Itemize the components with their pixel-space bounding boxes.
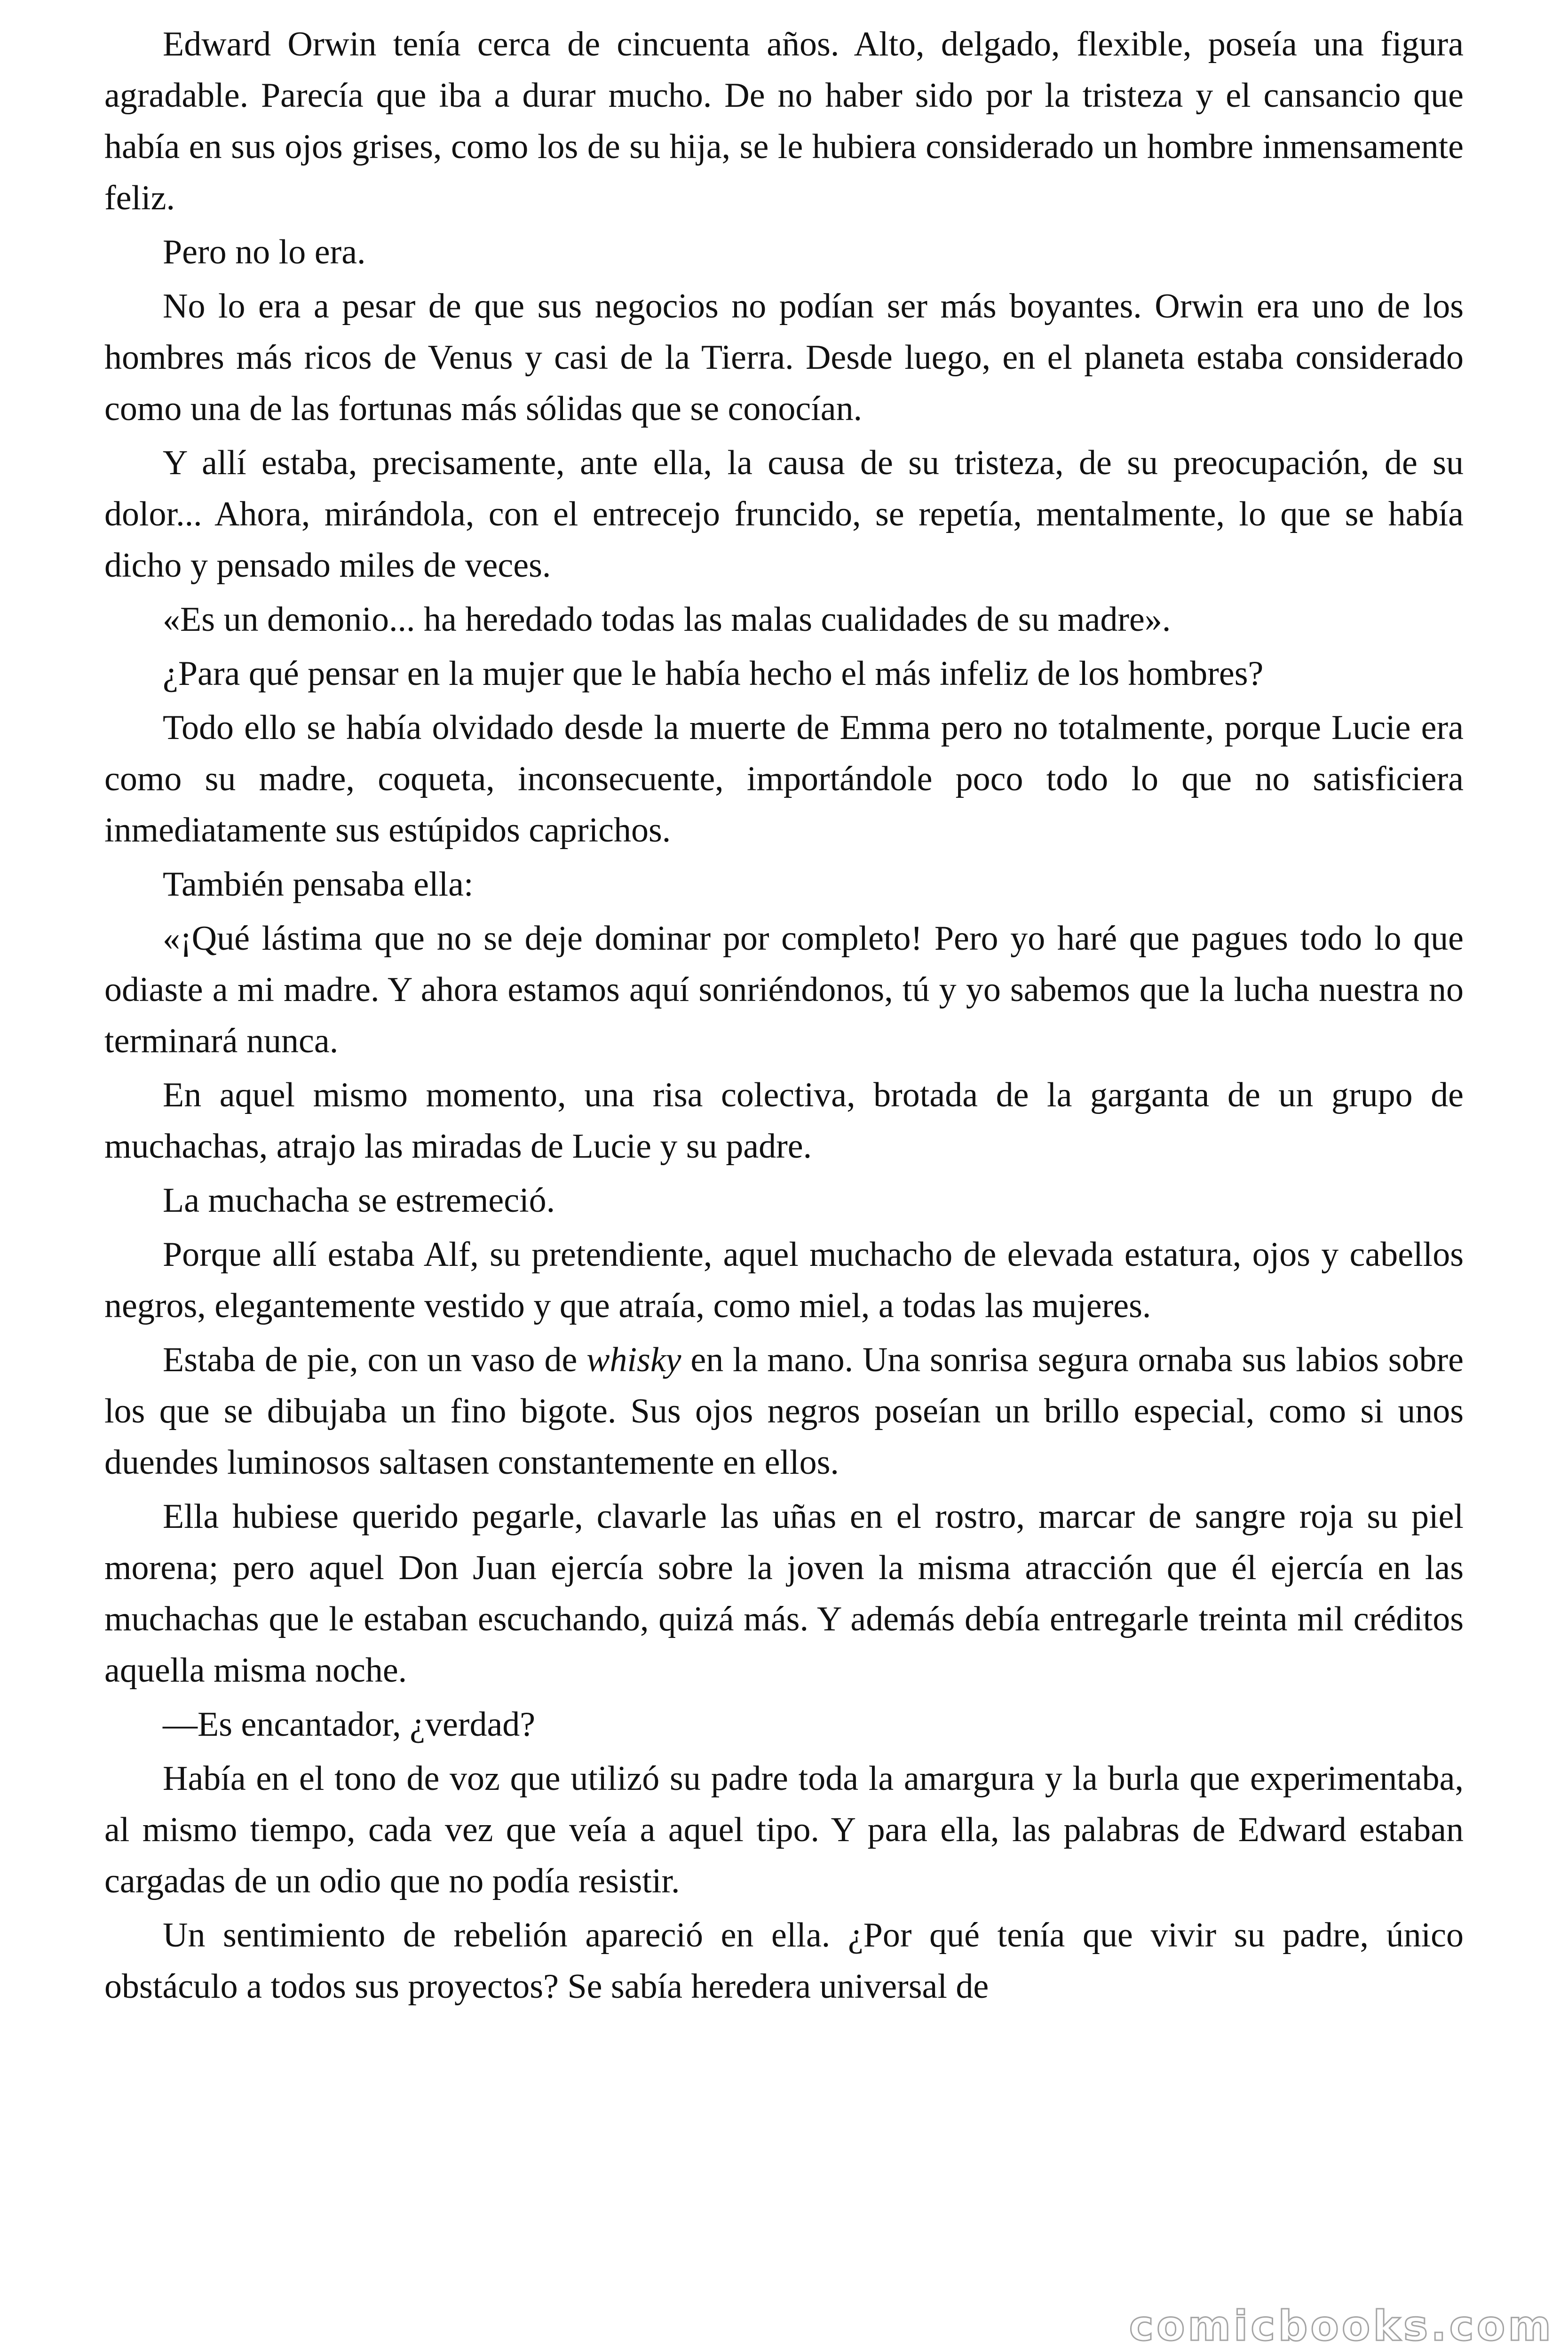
paragraph: Pero no lo era. (163, 233, 366, 271)
paragraph: «Es un demonio... ha heredado todas las malas cualidades de su madre». (163, 600, 1171, 639)
paragraph: Había en el tono de voz que utilizó su padre toda la amargura y la burla que experimentaba, al mismo tiempo, cada vez que veía a aquel tipo. Y para ella, las palabras de Edward estaban cargadas de un odio que no podía resistir. (104, 1759, 1464, 1900)
italic-word: whisky (586, 1341, 681, 1379)
paragraph: Ella hubiese querido pegarle, clavarle las uñas en el rostro, marcar de sangre roja su piel morena; pero aquel Don Juan ejercía sobre la joven la misma atracción que él ejercía en las muchachas que le estaban escuchando, quizá más. Y además debía entregarle treinta mil créditos aquella misma noche. (104, 1497, 1464, 1690)
text-segment: Estaba de pie, con un vaso de (163, 1341, 587, 1379)
paragraph-whisky (104, 1335, 1464, 1488)
paragraph: Todo ello se había olvidado desde la muerte de Emma pero no totalmente, porque Lucie era como su madre, coqueta, inconsecuente, importándole poco todo lo que no satisficiera inmediatamente sus estúpidos caprichos. (104, 708, 1464, 850)
paragraph: No lo era a pesar de que sus negocios no podían ser más boyantes. Orwin era uno de los hombres más ricos de Venus y casi de la Tierra. Desde luego, en el planeta estaba considerado como una de las fortunas más sólidas que se conocían. (104, 287, 1464, 428)
paragraph: Un sentimiento de rebelión apareció en ella. ¿Por qué tenía que vivir su padre, único obstáculo a todos sus proyectos? Se sabía heredera universal de (104, 1916, 1464, 2006)
paragraph: Porque allí estaba Alf, su pretendiente, aquel muchacho de elevada estatura, ojos y cabellos negros, elegantemente vestido y que atraía, como miel, a todas las mujeres. (104, 1235, 1464, 1325)
paragraph: ¿Para qué pensar en la mujer que le había hecho el más infeliz de los hombres? (163, 654, 1264, 693)
paragraph: También pensaba ella: (163, 865, 474, 904)
paragraph: En aquel mismo momento, una risa colectiva, brotada de la garganta de un grupo de muchachas, atrajo las miradas de Lucie y su padre. (104, 1076, 1464, 1166)
paragraph: La muchacha se estremeció. (163, 1181, 555, 1220)
paragraph: «¡Qué lástima que no se deje dominar por completo! Pero yo haré que pagues todo lo que odiaste a mi madre. Y ahora estamos aquí sonriéndonos, tú y yo sabemos que la lucha nuestra no terminará nunca. (104, 919, 1464, 1060)
text-segment: en la mano. Una sonrisa segura ornaba sus labios sobre los que se dibujaba un fino bigote. Sus ojos negros poseían un brillo especial, como si unos duendes luminosos saltasen constantemente en ellos. (104, 1341, 1464, 1482)
watermark-logo: comicbooks.com (1129, 2302, 1554, 2350)
book-page (104, 19, 1464, 2343)
paragraph: Y allí estaba, precisamente, ante ella, la causa de su tristeza, de su preocupación, de su dolor... Ahora, mirándola, con el entrecejo fruncido, se repetía, mentalmente, lo que se había dicho y pensado miles de veces. (104, 444, 1464, 585)
paragraph: —Es encantador, ¿verdad? (163, 1705, 536, 1744)
paragraph: Edward Orwin tenía cerca de cincuenta años. Alto, delgado, flexible, poseía una figura agradable. Parecía que iba a durar mucho. De no haber sido por la tristeza y el cansancio que había en sus ojos grises, como los de su hija, se le hubiera considerado un hombre inmensamente feliz. (104, 25, 1464, 217)
